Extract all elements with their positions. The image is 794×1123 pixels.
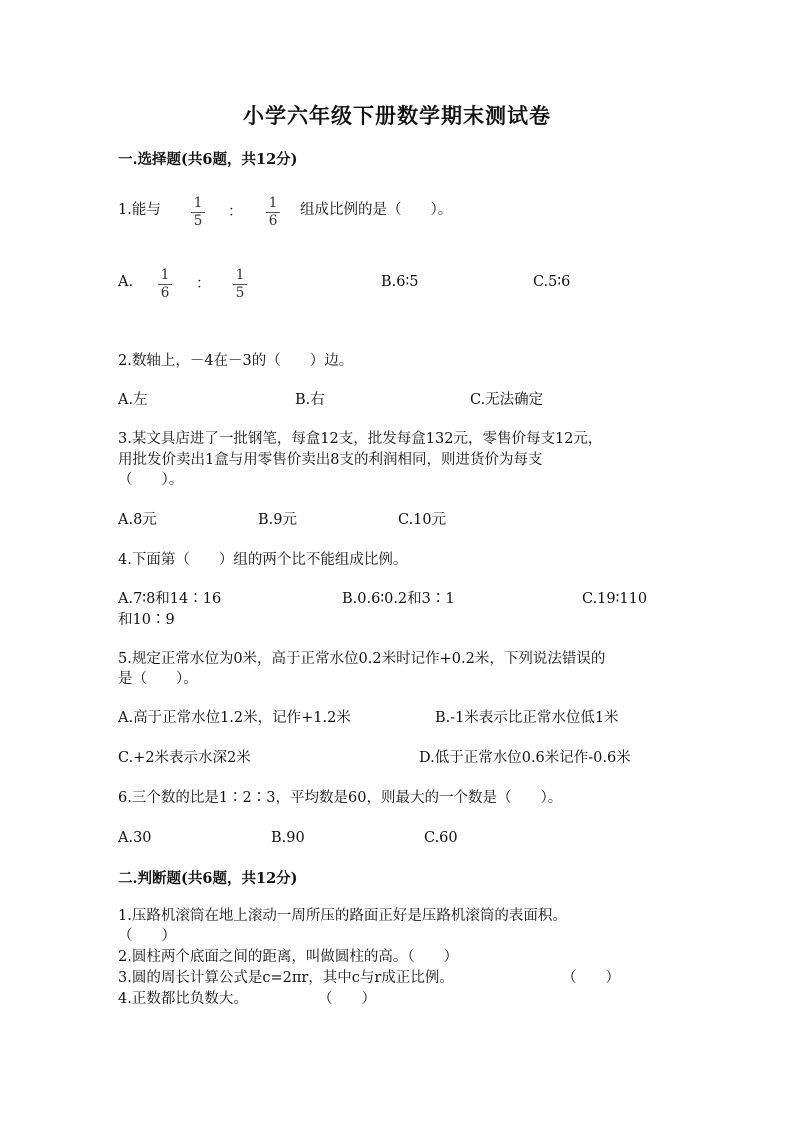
q4-text: 4.下面第（ ）组的两个比不能组成比例。 xyxy=(118,552,408,568)
q2-text: 2.数轴上，－4在－3的（ ）边。 xyxy=(118,353,354,369)
judge-q2: 2.圆柱两个底面之间的距离，叫做圆柱的高。（ ） xyxy=(118,949,459,965)
q5-line-2: 是（ ）。 xyxy=(118,671,198,687)
q3-option-b: B.9元 xyxy=(258,512,297,528)
q3-line-1: 3.某文具店进了一批钢笔，每盒12支，批发每盒132元，零售价每支12元， xyxy=(118,431,603,447)
fraction-denominator: 5 xyxy=(193,213,203,229)
judge-q1-line-1: 1.压路机滚筒在地上滚动一周所压的路面正好是压路机滚筒的表面积。 xyxy=(118,908,567,924)
fraction-numerator: 1 xyxy=(193,195,203,211)
q2-option-b: B.右 xyxy=(295,392,325,408)
q5-option-c: C.+2米表示水深2米 xyxy=(118,750,251,766)
q6-option-b: B.90 xyxy=(271,830,305,846)
section-heading-judgement: 二.判断题(共6题，共12分) xyxy=(118,870,298,887)
judge-q4-blank: （ ） xyxy=(318,991,376,1007)
q1-colon: ： xyxy=(228,204,243,220)
q1-prefix: 1.能与 xyxy=(118,202,161,218)
q4-option-c: C.19∶110 xyxy=(582,591,648,607)
fraction-denominator: 6 xyxy=(160,285,170,301)
judge-q3: 3.圆的周长计算公式是c=2πr，其中c与r成正比例。 xyxy=(118,970,454,986)
q6-text: 6.三个数的比是1∶2∶3，平均数是60，则最大的一个数是（ ）。 xyxy=(118,790,563,806)
q1-option-c: C.5∶6 xyxy=(533,274,571,290)
q5-option-d: D.低于正常水位0.6米记作-0.6米 xyxy=(419,750,631,766)
q4-option-a: A.7∶8和14∶16 xyxy=(118,591,222,607)
q5-option-a: A.高于正常水位1.2米，记作+1.2米 xyxy=(118,710,351,726)
judge-q1-blank: （ ） xyxy=(118,928,176,944)
q4-option-c-continued: 和10∶9 xyxy=(118,612,175,628)
q3-option-a: A.8元 xyxy=(118,512,157,528)
judge-q3-blank: （ ） xyxy=(562,970,620,986)
fraction-denominator: 6 xyxy=(268,213,278,229)
q6-option-c: C.60 xyxy=(424,830,458,846)
q1-option-b: B.6∶5 xyxy=(381,274,419,290)
fraction-numerator: 1 xyxy=(235,267,245,283)
q1-option-a-colon: ： xyxy=(196,276,211,292)
section-heading-choice: 一.选择题(共6题，共12分) xyxy=(118,151,298,168)
q1-option-a-fraction-a xyxy=(156,268,174,301)
q4-option-b: B.0.6∶0.2和3∶1 xyxy=(342,591,455,607)
q2-option-c: C.无法确定 xyxy=(470,392,544,408)
q1-fraction-a xyxy=(189,196,207,229)
q1-option-a-fraction-b xyxy=(231,268,249,301)
q1-fraction-b xyxy=(264,196,282,229)
q5-option-b: B.-1米表示比正常水位低1米 xyxy=(435,710,619,726)
fraction-numerator: 1 xyxy=(160,267,170,283)
q3-line-3: （ ）。 xyxy=(118,472,184,488)
judge-q4: 4.正数都比负数大。 xyxy=(118,991,248,1007)
fraction-numerator: 1 xyxy=(268,195,278,211)
q5-line-1: 5.规定正常水位为0米，高于正常水位0.2米时记作+0.2米，下列说法错误的 xyxy=(118,651,606,667)
q3-option-c: C.10元 xyxy=(398,512,447,528)
page-title: 小学六年级下册数学期末测试卷 xyxy=(243,103,551,128)
q3-line-2: 用批发价卖出1盒与用零售价卖出8支的利润相同，则进货价为每支 xyxy=(118,452,543,468)
fraction-denominator: 5 xyxy=(235,285,245,301)
q1-suffix: 组成比例的是（ ）。 xyxy=(300,202,453,218)
q2-option-a: A.左 xyxy=(118,392,148,408)
q1-option-a-label: A. xyxy=(118,274,134,290)
q6-option-a: A.30 xyxy=(118,830,152,846)
